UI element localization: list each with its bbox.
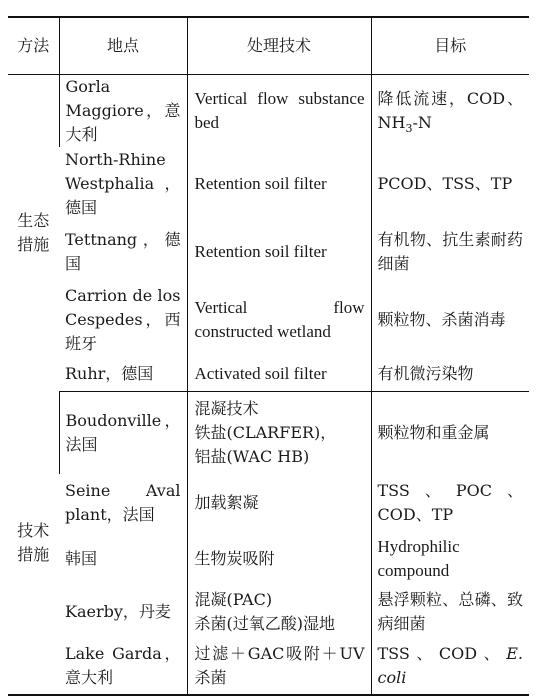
location-cell: North-Rhine Westphalia，德国 xyxy=(65,150,181,217)
target-cell xyxy=(371,75,529,148)
table-row xyxy=(8,147,529,221)
treatment-table xyxy=(8,16,529,696)
target-cell: 颗粒物和重金属 xyxy=(371,392,529,475)
technology-cell: Activated soil filter xyxy=(187,357,371,392)
location-cell: Kaerby，丹麦 xyxy=(65,602,171,621)
target-cell: 有机微污染物 xyxy=(371,357,529,392)
technology-cell: 过滤＋GAC吸附＋UV杀菌 xyxy=(187,638,371,695)
technology-cell: Vertical flow substance bed xyxy=(187,75,371,148)
target-cell: 有机物、抗生素耐药细菌 xyxy=(371,221,529,283)
target-cell xyxy=(371,638,529,695)
table-row xyxy=(8,638,529,695)
table-row xyxy=(8,283,529,357)
header-row xyxy=(8,17,529,75)
table-row xyxy=(8,474,529,532)
method-label: 技术 措施 xyxy=(17,520,50,564)
technology-cell: Retention soil filter xyxy=(187,147,371,221)
technology-cell: 加载絮凝 xyxy=(187,474,371,532)
table-row xyxy=(8,221,529,283)
location-cell: Ruhr，德国 xyxy=(59,357,187,392)
technology-cell: 混凝(PAC) 杀菌(过氧乙酸)湿地 xyxy=(187,586,371,638)
location-cell: 韩国 xyxy=(65,549,98,568)
technology-cell: Retention soil filter xyxy=(187,221,371,283)
location-cell: Tettnang，德国 xyxy=(65,230,181,273)
target-text: 降低流速，COD、NH xyxy=(377,89,523,132)
method-cell-technical xyxy=(8,392,59,696)
technology-cell: 混凝技术 铁盐(CLARFER)， 铝盐(WAC HB) xyxy=(187,392,371,475)
location-cell: Seine Aval plant，法国 xyxy=(65,481,181,524)
target-text: TSS、COD、 xyxy=(377,644,507,663)
header-target: 目标 xyxy=(371,17,529,75)
location-cell: Carrion de los Cespedes，西班牙 xyxy=(65,286,181,353)
target-cell: 悬浮颗粒、总磷、致病细菌 xyxy=(371,586,529,638)
table-row xyxy=(8,392,529,475)
target-cell: Hydrophilic compound xyxy=(371,532,529,586)
method-cell-ecological xyxy=(8,75,59,392)
table-row xyxy=(8,532,529,586)
header-technology: 处理技术 xyxy=(187,17,371,75)
method-label: 生态 措施 xyxy=(17,211,50,255)
target-text-suffix: -N xyxy=(412,113,432,132)
header-location: 地点 xyxy=(59,17,187,75)
table-row xyxy=(8,357,529,392)
technology-cell: Vertical flow constructed wetland xyxy=(187,283,371,357)
target-cell: TSS、POC、COD、TP xyxy=(371,474,529,532)
location-cell: Gorla Maggiore，意大利 xyxy=(59,75,187,148)
target-cell: 颗粒物、杀菌消毒 xyxy=(371,283,529,357)
target-subscript: 3 xyxy=(405,122,413,136)
table-row xyxy=(8,75,529,148)
table-row xyxy=(8,586,529,638)
target-organism: E. coli xyxy=(377,644,523,687)
header-method: 方法 xyxy=(8,17,59,75)
target-cell: PCOD、TSS、TP xyxy=(371,147,529,221)
location-cell: Boudonville，法国 xyxy=(59,392,187,475)
technology-cell: 生物炭吸附 xyxy=(187,532,371,586)
location-cell: Lake Garda，意大利 xyxy=(65,644,181,687)
